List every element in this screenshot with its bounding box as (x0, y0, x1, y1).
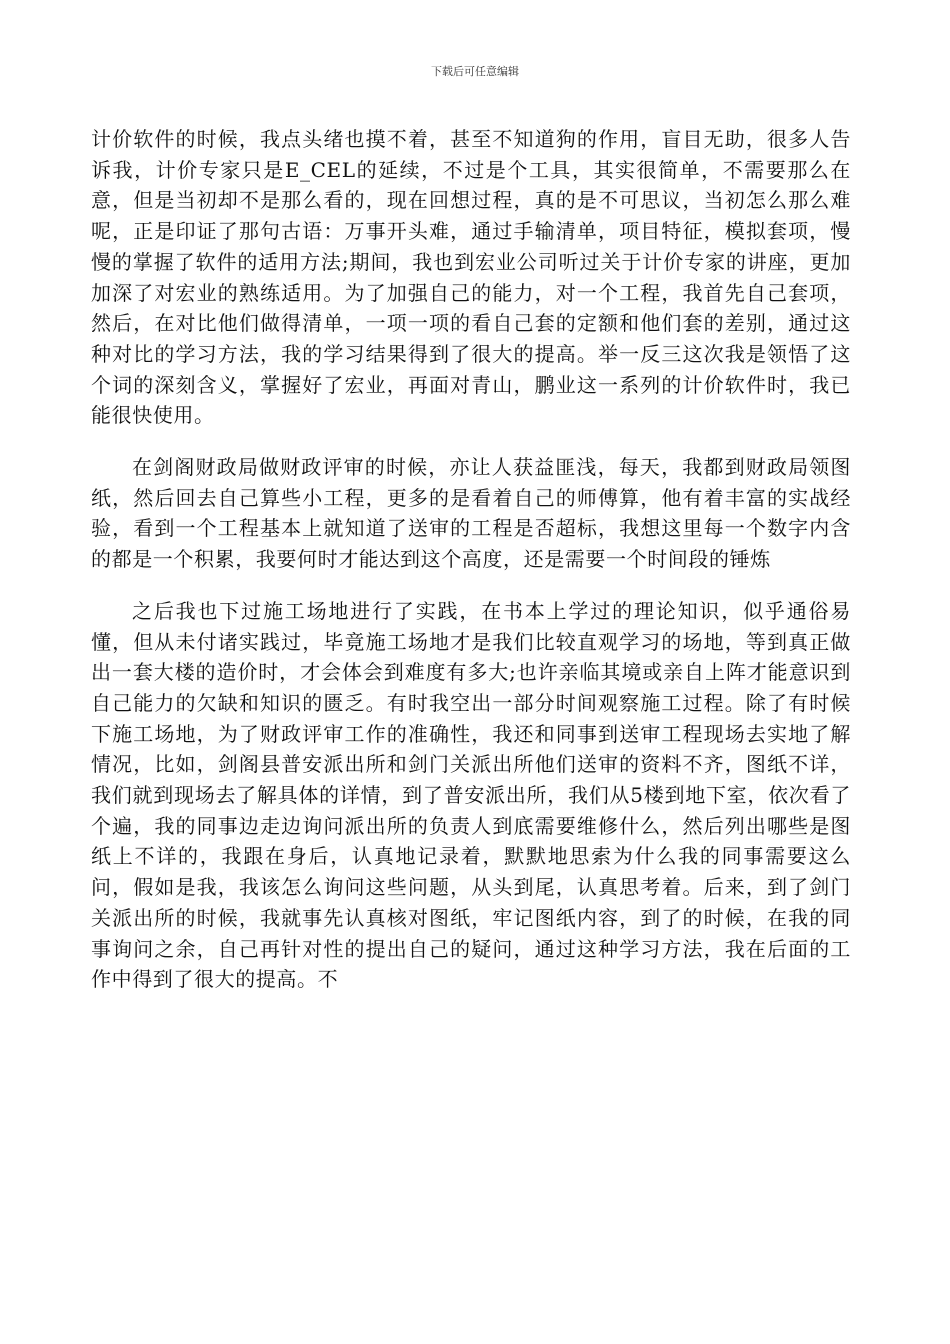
paragraph-software-learning: 计价软件的时候，我点头绪也摸不着，甚至不知道狗的作用，盲目无助，很多人告诉我，计价专家只是E_CEL的延续，不过是个工具，其实很简单，不需要那么在意，但是当初却不是那么看的，现在回想过程，真的是不可思议，当初怎么那么难呢，正是印证了那句古语：万事开头难，通过手输清单，项目特征，模拟套项，慢慢的掌握了软件的适用方法;期间，我也到宏业公司听过关于计价专家的讲座，更加加深了对宏业的熟练适用。为了加强自己的能力，对一个工程，我首先自己套项，然后，在对比他们做得清单，一项一项的看自己套的定额和他们套的差别，通过这种对比的学习方法，我的学习结果得到了很大的提高。举一反三这次我是领悟了这个词的深刻含义，掌握好了宏业，再面对青山，鹏业这一系列的计价软件时，我已能很快使用。 (91, 127, 851, 428)
paragraph-finance-review: 在剑阁财政局做财政评审的时候，亦让人获益匪浅，每天，我都到财政局领图纸，然后回去自己算些小工程，更多的是看着自己的师傅算，他有着丰富的实战经验，看到一个工程基本上就知道了送审的工程是否超标，我想这里每一个数字内含的都是一个积累，我要何时才能达到这个高度，还是需要一个时间段的锤炼 (91, 455, 851, 572)
document-body (91, 124, 851, 995)
paragraph-site-practice: 之后我也下过施工场地进行了实践，在书本上学过的理论知识，似乎通俗易懂，但从未付诸实践过，毕竟施工场地才是我们比较直观学习的场地，等到真正做出一套大楼的造价时，才会体会到难度有多大;也许亲临其境或亲自上阵才能意识到自己能力的欠缺和知识的匮乏。有时我空出一部分时间观察施工过程。除了有时候下施工场地，为了财政评审工作的准确性，我还和同事到送审工程现场去实地了解情况，比如，剑阁县普安派出所和剑门关派出所他们送审的资料不齐，图纸不详，我们就到现场去了解具体的详情，到了普安派出所，我们从5楼到地下室，依次看了个遍，我的同事边走边询问派出所的负责人到底需要维修什么，然后列出哪些是图纸上不详的，我跟在身后，认真地记录着，默默地思索为什么我的同事需要这么问，假如是我，我该怎么询问这些问题，从头到尾，认真思考着。后来，到了剑门关派出所的时候，我就事先认真核对图纸，牢记图纸内容，到了的时候，在我的同事询问之余，自己再针对性的提出自己的疑问，通过这种学习方法，我在后面的工作中得到了很大的提高。不 (91, 598, 851, 992)
page-header: 下载后可任意编辑 (431, 65, 519, 78)
